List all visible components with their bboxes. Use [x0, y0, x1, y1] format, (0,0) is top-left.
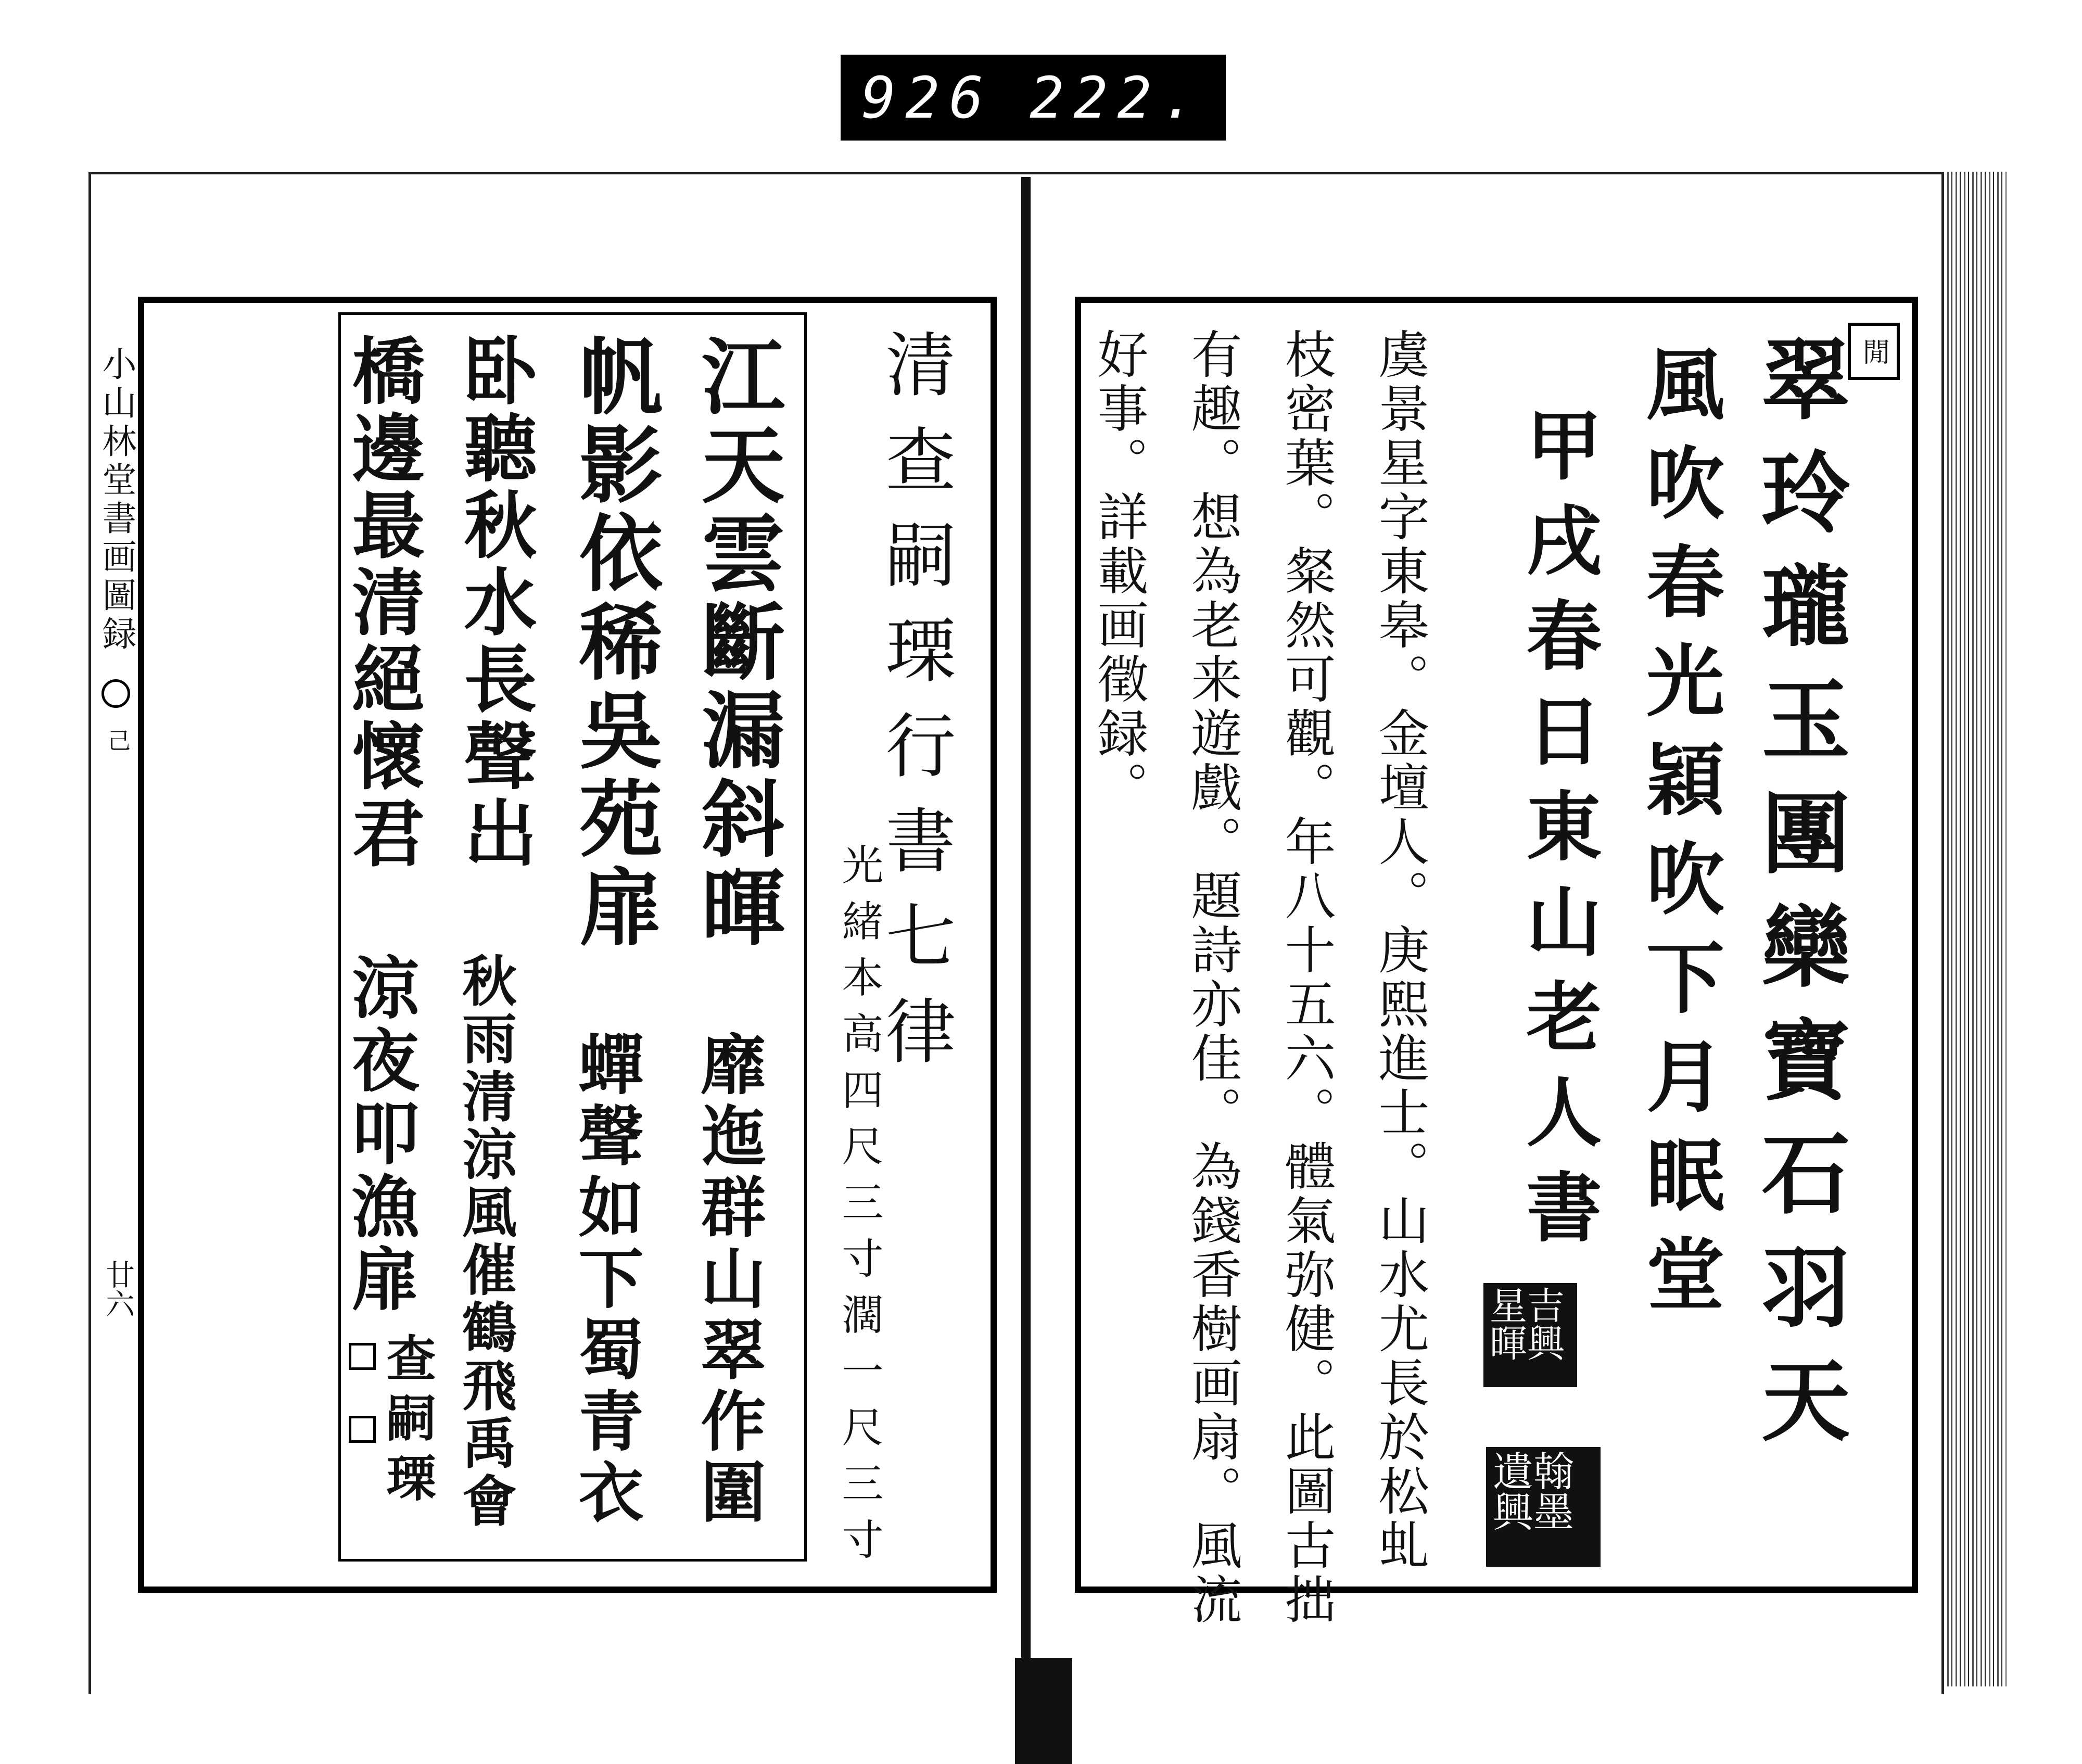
left-heading: 清查嗣瑮行書七律	[874, 328, 956, 1090]
poem-continuation-4: 涼夜叩漁扉	[340, 953, 420, 1317]
seal-top: 閒	[1848, 323, 1900, 380]
spine-bottom-block	[1015, 1658, 1072, 1764]
catalog-number-left: 926	[861, 64, 993, 131]
poem-column-1: 江天雲斷漏斜暉	[688, 333, 785, 953]
note-column-1: 虞景星字東皋。金壇人。庚熙進士。山水尤長於松虬	[1370, 328, 1429, 1573]
calligraphy-column-1: 翠玲瓏玉團欒寶石羽天	[1746, 333, 1850, 1468]
note-column-2: 枝密葉。粲然可觀。年八十五六。體氣弥健。此圖古拙	[1276, 328, 1336, 1627]
poem-continuation-3: 秋雨清涼風催鶴飛禹會	[453, 953, 518, 1530]
fold-mark	[101, 679, 130, 708]
margin-title: 小山林堂書画圖録	[96, 346, 136, 654]
poem-column-2: 帆影依稀吳苑扉	[565, 333, 663, 953]
seal-placeholder-1	[349, 1343, 376, 1370]
note-column-3: 有趣。想為老来遊戲。題詩亦佳。為錢香樹画扇。風流	[1183, 328, 1242, 1627]
calligraphy-column-2: 風吹春光穎吹下月眠堂	[1633, 344, 1724, 1332]
poem-column-3: 卧聽秋水長聲出	[452, 333, 537, 872]
book-spine	[1021, 177, 1031, 1728]
calligraphy-column-3: 甲戌春日東山老人書	[1514, 406, 1602, 1263]
seal-artist: 吉興星暉	[1483, 1283, 1577, 1387]
page-edges-stack	[1944, 172, 2007, 1686]
poem-column-4: 橋邊最清絕懷君	[340, 333, 425, 872]
note-column-4: 好事。詳載画徵録。	[1089, 328, 1148, 815]
signature: 查嗣瑮	[378, 1332, 436, 1512]
margin-page-number: 廿六	[101, 1260, 135, 1318]
catalog-number-label	[841, 55, 1226, 141]
dimensions-note: 光緒本高四尺三寸濶一尺三寸	[835, 843, 883, 1574]
seal-collection: 翰墨遺興	[1486, 1447, 1601, 1567]
catalog-number-right: 222.	[1030, 64, 1205, 131]
poem-continuation-1: 靡迤群山翠作圍	[690, 1031, 766, 1530]
margin-fold-numeral: 己	[104, 729, 130, 752]
poem-continuation-2: 蟬聲如下蜀青衣	[567, 1031, 643, 1530]
seal-placeholder-2	[349, 1416, 376, 1443]
